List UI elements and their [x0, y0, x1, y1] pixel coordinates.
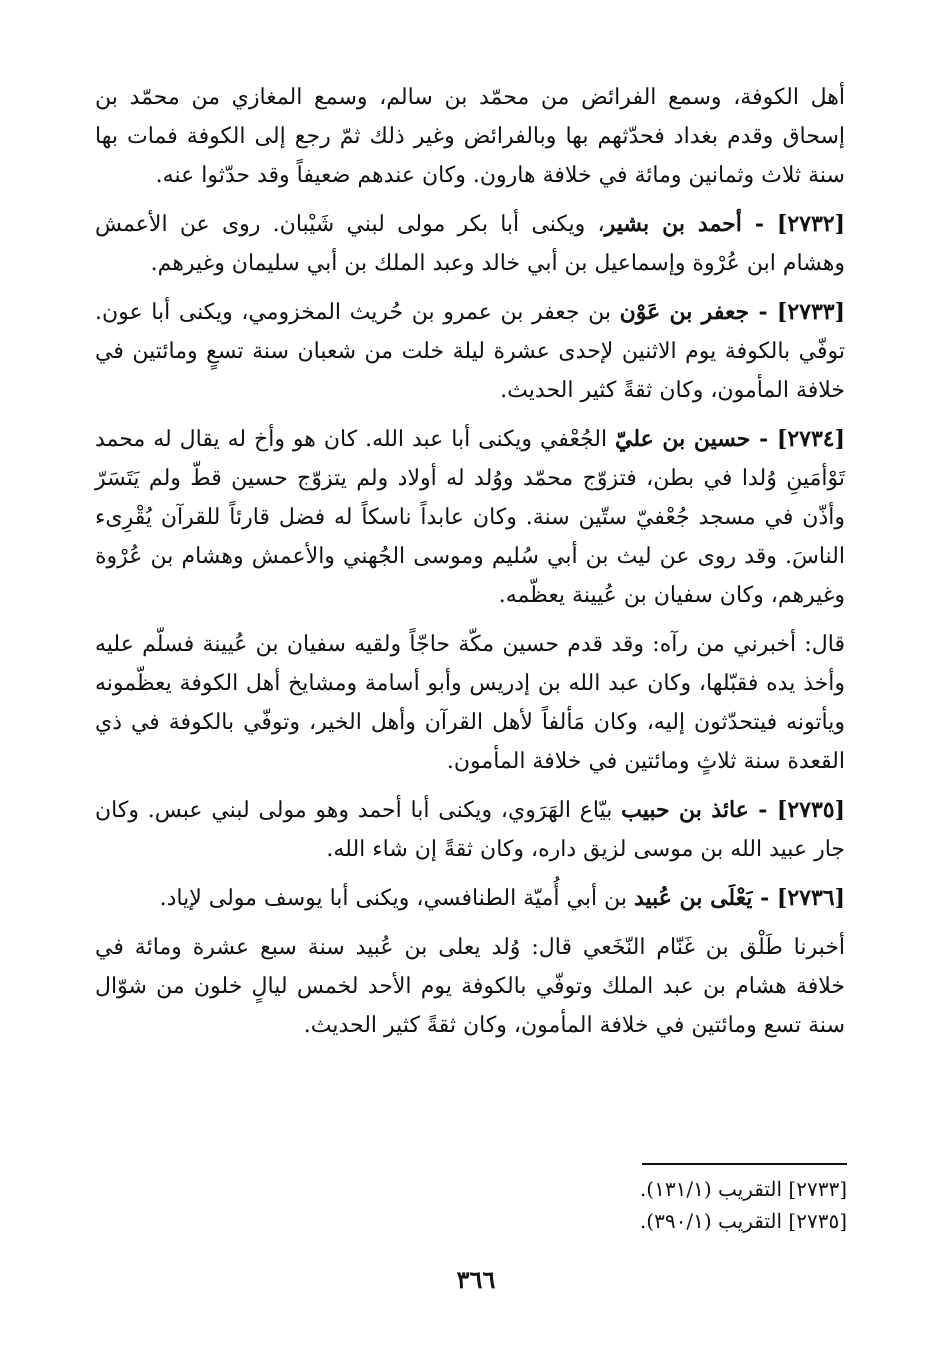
entry-2733	[95, 293, 845, 410]
entry-2735	[95, 791, 845, 869]
page-number: ٣٦٦	[456, 1265, 496, 1294]
entry-number: [٢٧٣٣]	[776, 299, 845, 325]
page-body	[95, 78, 845, 1055]
entry-text: بن أبي أُميّة الطنافسي، ويكنى أبا يوسف مولى لإياد.	[159, 886, 634, 911]
paragraph-narration	[95, 928, 845, 1045]
entry-text: ، ويكنى أبا بكر مولى لبني شَيْبان. روى عن الأعمش وهشام ابن عُرْوة وإسماعيل بن أبي خالد وعبد الملك بن أبي سليمان وغيرهم.	[95, 212, 845, 276]
footnote-2735: [٢٧٣٥] التقريب (٣٩٠/١).	[639, 1209, 847, 1233]
paragraph-continuation	[95, 78, 845, 195]
footnote-2733: [٢٧٣٣] التقريب (١٣١/١).	[639, 1177, 847, 1201]
entry-text: الجُعْفي ويكنى أبا عبد الله. كان هو وأخ له يقال له محمد تَوْأمَينِ وُلدا في بطن، فتزوّج محمّد ووُلد له أولاد ولم يتزوّج حسين قطّ ولم يَتَسَرّ وأذّن في مسجد جُعْفيّ ستّين سنة. وكان عابداً ناسكاً له فضل قارئاً للقرآن يُقْرِىء الناسَ. وقد روى عن ليث بن أبي سُليم وموسى الجُهني والأعمش وهشام بن عُرْوة وغيرهم، وكان سفيان بن عُيينة يعظّمه.	[95, 427, 845, 608]
entry-number: [٢٧٣٤]	[776, 426, 846, 452]
footnotes	[627, 1163, 847, 1237]
paragraph-text: أهل الكوفة، وسمع الفرائض من محمّد بن سالم، وسمع المغازي من محمّد بن إسحاق وقدم بغداد فحدّثهم بها وبالفرائض وغير ذلك ثمّ رجع إلى الكوفة فمات بها سنة ثلاث وثمانين ومائة في خلافة هارون. وكان عندهم ضعيفاً وقد حدّثوا عنه.	[95, 85, 845, 188]
paragraph-narration	[95, 625, 845, 781]
footnote-divider	[642, 1163, 847, 1165]
paragraph-text: أخبرنا طَلْق بن غَنّام النّخَعي قال: وُلد يعلى بن عُبيد سنة سبع عشرة ومائة في خلافة هشام بن عبد الملك وتوفّي بالكوفة يوم الأحد لخمس ليالٍ خلون من شوّال سنة تسع ومائتين في خلافة المأمون، وكان ثقةً كثير الحديث.	[95, 935, 845, 1038]
entry-number: [٢٧٣٥]	[776, 797, 845, 823]
entry-number: [٢٧٣٦]	[776, 885, 845, 911]
entry-2732	[95, 205, 845, 283]
entry-text: بيّاع الهَرَوي، ويكنى أبا أحمد وهو مولى لبني عبس. وكان جار عبيد الله بن موسى لزيق داره، وكان ثقةً إن شاء الله.	[95, 798, 845, 862]
entry-name: - يَعْلَى بن عُبيد	[633, 885, 777, 911]
paragraph-text: قال: أخبرني من رآه: وقد قدم حسين مكّة حاجّاً ولقيه سفيان بن عُيينة فسلّم عليه وأخذ يده فقبّلها، وكان عبد الله بن إدريس وأبو أسامة ومشايخ أهل الكوفة يعظّمونه ويأتونه فيتحدّثون إليه، وكان مَألفاً لأهل القرآن وأهل الخير، وتوفّي بالكوفة في ذي القعدة سنة ثلاثٍ ومائتين في خلافة المأمون.	[95, 632, 845, 774]
entry-text: بن جعفر بن عمرو بن حُريث المخزومي، ويكنى أبا عون. توفّي بالكوفة يوم الاثنين لإحدى عشرة ليلة خلت من شعبان سنة تسعٍ ومائتين في خلافة المأمون، وكان ثقةً كثير الحديث.	[95, 300, 845, 403]
entry-2734	[95, 420, 845, 615]
entry-2736	[95, 879, 845, 918]
entry-name: - حسين بن عليّ	[615, 426, 777, 452]
entry-number: [٢٧٣٢]	[776, 211, 845, 237]
entry-name: - أحمد بن بشير	[604, 211, 777, 237]
entry-name: - جعفر بن عَوْن	[619, 299, 777, 325]
entry-name: - عائذ بن حبيب	[621, 797, 777, 823]
